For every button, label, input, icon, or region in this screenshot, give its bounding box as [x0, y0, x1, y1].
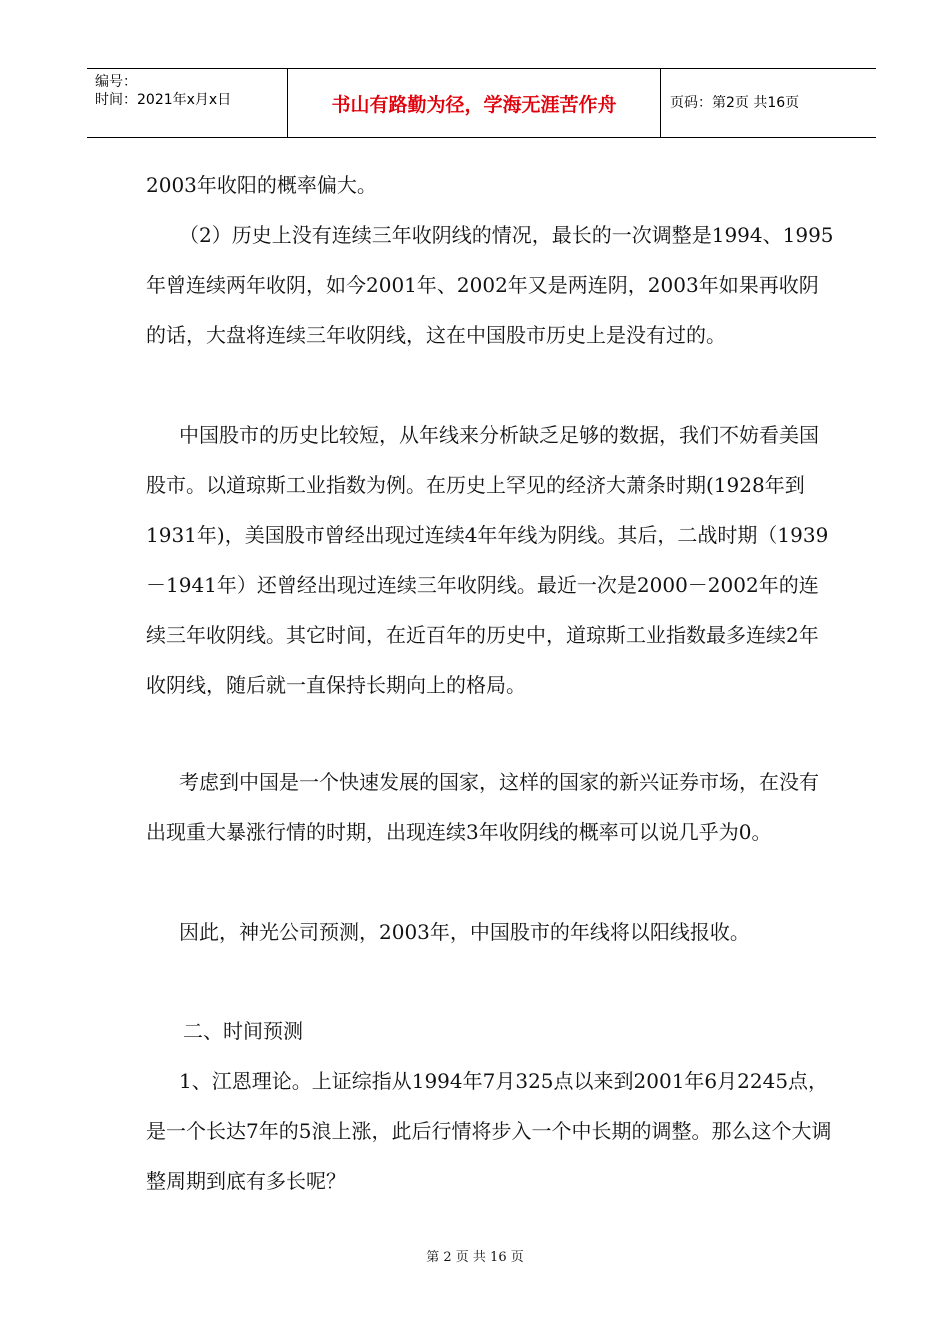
paragraph-5: 因此，神光公司预测，2003年，中国股市的年线将以阳线报收。: [179, 920, 750, 944]
header-motto: 书山有路勤为径，学海无涯苦作舟: [331, 94, 617, 116]
paragraph-4: 考虑到中国是一个快速发展的国家，这样的国家的新兴证券市场，在没有出现重大暴涨行情的时期，出现连续3年收阴线的概率可以说几乎为0。: [146, 770, 819, 844]
header-motto-cell: [287, 69, 661, 137]
paragraph-6: 1、江恩理论。上证综指从1994年7月325点以来到2001年6月2245点，是一个长达7年的5浪上涨，此后行情将步入一个中长期的调整。那么这个大调整周期到底有多长呢？: [146, 1069, 832, 1193]
paragraph-2: （2）历史上没有连续三年收阴线的情况，最长的一次调整是1994、1995年曾连续两年收阴，如今2001年、2002年又是两连阴，2003年如果再收阴的话，大盘将连续三年收阴线，这在中国股市历史上是没有过的。: [146, 223, 834, 347]
document-time-label: 时间：2021年x月x日: [95, 92, 232, 108]
header-page-number: 页码：第2页 共16页: [670, 95, 800, 111]
paragraph-3: 中国股市的历史比较短，从年线来分析缺乏足够的数据，我们不妨看美国股市。以道琼斯工业指数为例。在历史上罕见的经济大萧条时期(1928年到1931年)，美国股市曾经出现过连续4年年线为阴线。其后，二战时期（1939－1941年）还曾经出现过连续三年收阴线。最近一次是2000－2002年的连续三年收阴线。其它时间，在近百年的历史中，道琼斯工业指数最多连续2年收阴线，随后就一直保持长期向上的格局。: [146, 423, 829, 697]
paragraph-1: 2003年收阳的概率偏大。: [146, 173, 377, 197]
section-heading: 二、时间预测: [183, 1019, 303, 1043]
page-header: [87, 68, 876, 138]
header-info-cell: [87, 69, 287, 137]
header-page-cell: [660, 69, 876, 137]
page-footer: 第 2 页 共 16 页: [426, 1250, 524, 1265]
document-number-label: 编号：: [95, 74, 137, 90]
